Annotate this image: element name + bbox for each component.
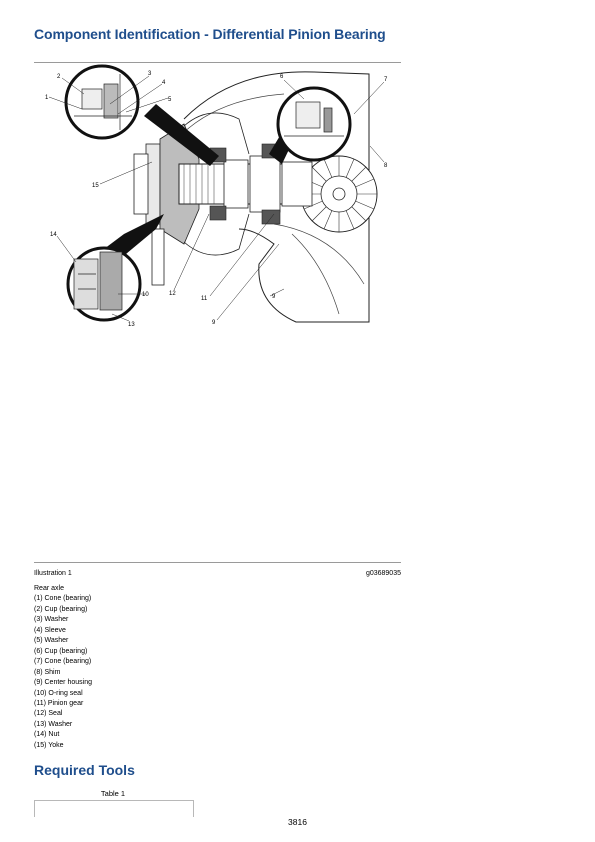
callout-9b: 9 bbox=[212, 320, 216, 326]
callout-2: 2 bbox=[57, 74, 61, 80]
pinion-bearing-illustration bbox=[34, 64, 401, 364]
list-item: (4) Sleeve bbox=[34, 626, 66, 634]
callout-15: 15 bbox=[92, 183, 99, 189]
parts-list bbox=[34, 584, 92, 751]
callout-11: 11 bbox=[201, 296, 208, 302]
callout-7: 7 bbox=[384, 77, 388, 83]
section-heading: Required Tools bbox=[34, 762, 135, 778]
callout-13: 13 bbox=[128, 322, 135, 328]
list-item: (6) Cup (bearing) bbox=[34, 647, 88, 655]
callout-5: 5 bbox=[168, 97, 172, 103]
list-item: (13) Washer bbox=[34, 720, 73, 728]
callout-8: 8 bbox=[384, 163, 388, 169]
list-item: (3) Washer bbox=[34, 616, 69, 624]
parts-heading: Rear axle bbox=[34, 585, 64, 592]
illustration-label: Illustration 1 bbox=[34, 570, 72, 577]
tools-table bbox=[34, 800, 194, 817]
page-number: 3816 bbox=[288, 817, 307, 827]
callout-4: 4 bbox=[162, 80, 166, 86]
list-item: (10) O-ring seal bbox=[34, 689, 83, 697]
table-caption: Table 1 bbox=[100, 789, 126, 798]
callout-10: 10 bbox=[142, 292, 149, 298]
list-item: (11) Pinion gear bbox=[34, 699, 84, 707]
callout-9a: 9 bbox=[272, 294, 276, 300]
list-item: (5) Washer bbox=[34, 637, 69, 645]
list-item: (8) Shim bbox=[34, 668, 61, 676]
callout-6: 6 bbox=[280, 74, 284, 80]
illustration-id: g03689035 bbox=[365, 570, 401, 577]
figure-divider bbox=[34, 562, 401, 563]
callout-14: 14 bbox=[50, 232, 57, 238]
list-item: (7) Cone (bearing) bbox=[34, 658, 92, 666]
list-item: (14) Nut bbox=[34, 731, 60, 739]
list-item: (1) Cone (bearing) bbox=[34, 595, 92, 603]
list-item: (12) Seal bbox=[34, 710, 63, 718]
callout-3: 3 bbox=[148, 71, 152, 77]
callout-1: 1 bbox=[45, 95, 49, 101]
list-item: (15) Yoke bbox=[34, 741, 64, 749]
title-divider bbox=[34, 62, 401, 63]
list-item: (2) Cup (bearing) bbox=[34, 605, 88, 613]
list-item: (9) Center housing bbox=[34, 679, 92, 687]
page-title: Component Identification - Differential Pinion Bearing bbox=[34, 26, 386, 42]
callout-12: 12 bbox=[169, 291, 176, 297]
